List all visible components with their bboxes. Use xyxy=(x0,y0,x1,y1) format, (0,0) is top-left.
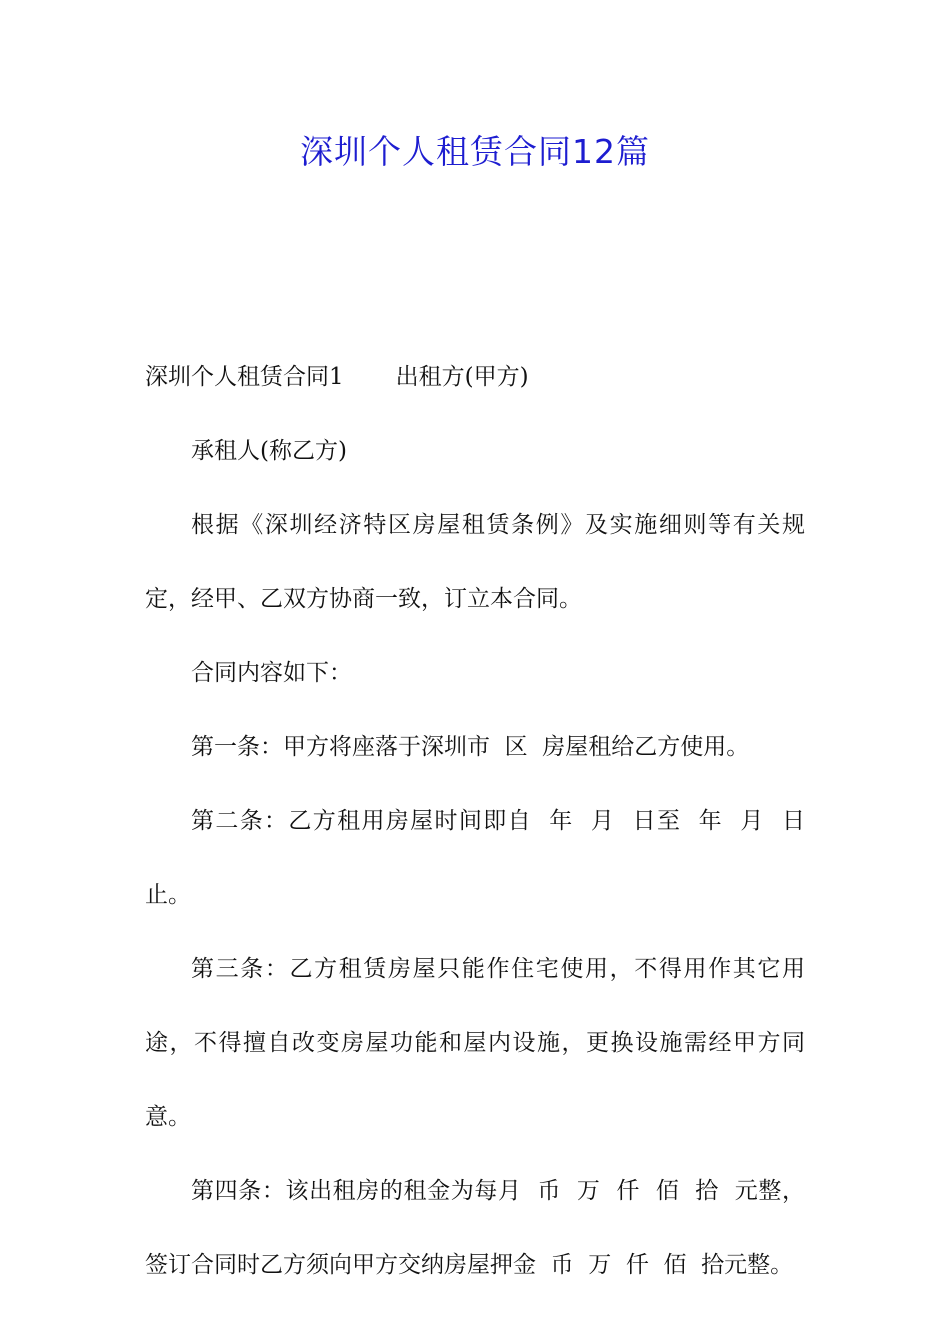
article-2-paragraph: 第二条：乙方租用房屋时间即自 年 月 日至 年 月 日止。 xyxy=(145,808,805,908)
lessee-paragraph: 承租人(称乙方) xyxy=(191,438,347,464)
section-title: 深圳个人租赁合同1 xyxy=(145,364,344,390)
basis-paragraph: 根据《深圳经济特区房屋租赁条例》及实施细则等有关规定，经甲、乙双方协商一致，订立本合同。 xyxy=(145,512,805,612)
section-heading-line xyxy=(145,340,805,414)
contents-intro-paragraph: 合同内容如下： xyxy=(191,660,352,686)
article-3-paragraph: 第三条：乙方租赁房屋只能作住宅使用，不得用作其它用途，不得擅自改变房屋功能和屋内设施，更换设施需经甲方同意。 xyxy=(145,956,805,1130)
document-title: 深圳个人租赁合同12篇 xyxy=(300,132,650,171)
article-4-paragraph: 第四条：该出租房的租金为每月 币 万 仟 佰 拾 元整，签订合同时乙方须向甲方交纳房屋押金 币 万 仟 佰 拾元整。 xyxy=(145,1178,805,1278)
lessor-label: 出租方(甲方) xyxy=(395,364,529,390)
article-1-paragraph: 第一条：甲方将座落于深圳市 区 房屋租给乙方使用。 xyxy=(191,734,750,760)
document-body xyxy=(145,340,805,1302)
